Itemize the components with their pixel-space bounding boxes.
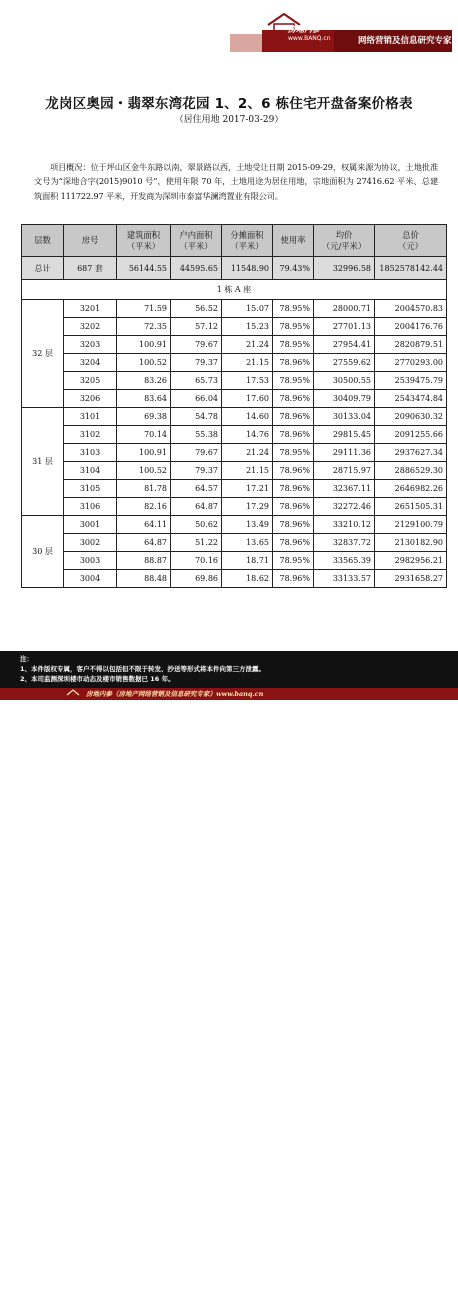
table-cell: 32837.72 — [314, 534, 375, 552]
table-cell: 21.24 — [222, 336, 273, 354]
total-cell: 56144.55 — [117, 257, 171, 280]
table-cell: 2931658.27 — [375, 570, 447, 588]
table-cell: 78.96% — [273, 516, 314, 534]
table-cell: 88.48 — [117, 570, 171, 588]
table-cell: 3101 — [64, 408, 117, 426]
table-cell: 100.91 — [117, 336, 171, 354]
total-cell: 32996.58 — [314, 257, 375, 280]
table-row — [22, 372, 447, 390]
table-cell: 83.64 — [117, 390, 171, 408]
table-cell: 29111.36 — [314, 444, 375, 462]
table-cell: 78.95% — [273, 336, 314, 354]
brand-site: www.BANQ.cn — [288, 35, 331, 42]
building-label: 1 栋 A 座 — [22, 280, 447, 300]
table-cell: 3004 — [64, 570, 117, 588]
table-cell: 3002 — [64, 534, 117, 552]
table-cell: 83.26 — [117, 372, 171, 390]
table-cell: 3105 — [64, 480, 117, 498]
table-row — [22, 570, 447, 588]
table-row — [22, 426, 447, 444]
table-cell: 70.14 — [117, 426, 171, 444]
table-cell: 29815.45 — [314, 426, 375, 444]
column-header: 分摊面积 （平米） — [222, 225, 273, 257]
table-cell: 71.59 — [117, 300, 171, 318]
total-cell: 11548.90 — [222, 257, 273, 280]
total-cell: 44595.65 — [171, 257, 222, 280]
table-row — [22, 498, 447, 516]
table-cell: 51.22 — [171, 534, 222, 552]
table-header-row — [22, 225, 447, 257]
table-cell: 15.23 — [222, 318, 273, 336]
table-cell: 70.16 — [171, 552, 222, 570]
table-cell: 15.07 — [222, 300, 273, 318]
table-cell: 78.95% — [273, 318, 314, 336]
table-cell: 17.29 — [222, 498, 273, 516]
table-cell: 28000.71 — [314, 300, 375, 318]
table-cell: 21.15 — [222, 462, 273, 480]
column-header: 房号 — [64, 225, 117, 257]
table-cell: 2982956.21 — [375, 552, 447, 570]
column-header: 均价 （元/平米） — [314, 225, 375, 257]
table-row — [22, 300, 447, 318]
table-cell: 32367.11 — [314, 480, 375, 498]
floor-label: 32 层 — [22, 300, 64, 408]
page-title: 龙岗区奥园・翡翠东湾花园 1、2、6 栋住宅开盘备案价格表 — [45, 96, 413, 112]
table-cell: 2820879.51 — [375, 336, 447, 354]
table-cell: 27701.13 — [314, 318, 375, 336]
table-cell: 64.57 — [171, 480, 222, 498]
table-cell: 30133.04 — [314, 408, 375, 426]
total-row — [22, 257, 447, 280]
table-cell: 54.78 — [171, 408, 222, 426]
table-cell: 2937627.34 — [375, 444, 447, 462]
table-row — [22, 390, 447, 408]
table-cell: 21.24 — [222, 444, 273, 462]
table-cell: 78.95% — [273, 372, 314, 390]
page-subtitle: （居住用地 2017-03-29） — [174, 115, 284, 125]
table-cell: 69.38 — [117, 408, 171, 426]
table-cell: 13.49 — [222, 516, 273, 534]
table-cell: 2091255.66 — [375, 426, 447, 444]
floor-label: 31 层 — [22, 408, 64, 516]
table-cell: 3104 — [64, 462, 117, 480]
table-cell: 18.71 — [222, 552, 273, 570]
table-cell: 3203 — [64, 336, 117, 354]
table-cell: 2539475.79 — [375, 372, 447, 390]
building-row — [22, 280, 447, 300]
table-cell: 57.12 — [171, 318, 222, 336]
page-number: 1 — [428, 1303, 434, 1313]
table-cell: 78.95% — [273, 300, 314, 318]
table-cell: 2004176.76 — [375, 318, 447, 336]
table-cell: 78.96% — [273, 426, 314, 444]
table-cell: 3206 — [64, 390, 117, 408]
table-cell: 3202 — [64, 318, 117, 336]
footer-note: 注： — [20, 655, 33, 663]
table-cell: 78.96% — [273, 408, 314, 426]
house-small-icon — [66, 689, 80, 699]
header-banner — [230, 12, 452, 58]
brand-name: 房地内参 — [288, 25, 320, 34]
table-cell: 88.87 — [117, 552, 171, 570]
table-cell: 78.96% — [273, 498, 314, 516]
table-cell: 13.65 — [222, 534, 273, 552]
table-cell: 3003 — [64, 552, 117, 570]
table-cell: 78.96% — [273, 480, 314, 498]
table-cell: 72.35 — [117, 318, 171, 336]
table-cell: 2651505.31 — [375, 498, 447, 516]
table-cell: 17.21 — [222, 480, 273, 498]
table-cell: 82.16 — [117, 498, 171, 516]
table-cell: 2770293.00 — [375, 354, 447, 372]
table-row — [22, 318, 447, 336]
total-cell: 总计 — [22, 257, 64, 280]
table-cell: 27559.62 — [314, 354, 375, 372]
table-cell: 18.62 — [222, 570, 273, 588]
brand-slogan: 网络营销及信息研究专家 — [358, 36, 452, 46]
table-row — [22, 444, 447, 462]
footer-bar — [0, 688, 458, 700]
table-cell: 17.53 — [222, 372, 273, 390]
column-header: 使用率 — [273, 225, 314, 257]
table-cell: 33210.12 — [314, 516, 375, 534]
table-cell: 64.87 — [117, 534, 171, 552]
table-cell: 17.60 — [222, 390, 273, 408]
table-cell: 33133.57 — [314, 570, 375, 588]
table-cell: 100.52 — [117, 462, 171, 480]
table-cell: 100.91 — [117, 444, 171, 462]
footer-bar-text: 房地内参（房地产网络营销及信息研究专家）www.banq.cn — [86, 690, 264, 698]
table-cell: 78.95% — [273, 444, 314, 462]
table-cell: 78.96% — [273, 570, 314, 588]
table-cell: 65.73 — [171, 372, 222, 390]
table-cell: 30409.79 — [314, 390, 375, 408]
table-cell: 50.62 — [171, 516, 222, 534]
table-cell: 33565.39 — [314, 552, 375, 570]
column-header: 户内面积 （平米） — [171, 225, 222, 257]
table-row — [22, 534, 447, 552]
footer-note: 1、本件版权专属，客户不得以包括但不限于转发、抄送等形式将本件向第三方泄露。 — [20, 665, 266, 673]
table-cell: 3205 — [64, 372, 117, 390]
table-cell: 3102 — [64, 426, 117, 444]
table-cell: 2129100.79 — [375, 516, 447, 534]
table-cell: 78.96% — [273, 462, 314, 480]
table-cell: 78.95% — [273, 552, 314, 570]
table-row — [22, 552, 447, 570]
table-cell: 81.78 — [117, 480, 171, 498]
table-cell: 78.96% — [273, 390, 314, 408]
table-cell: 55.38 — [171, 426, 222, 444]
table-row — [22, 516, 447, 534]
table-cell: 64.87 — [171, 498, 222, 516]
column-header: 建筑面积 （平米） — [117, 225, 171, 257]
table-row — [22, 354, 447, 372]
table-row — [22, 336, 447, 354]
table-cell: 3106 — [64, 498, 117, 516]
table-cell: 28715.97 — [314, 462, 375, 480]
column-header: 层数 — [22, 225, 64, 257]
table-cell: 27954.41 — [314, 336, 375, 354]
table-cell: 3204 — [64, 354, 117, 372]
table-cell: 79.67 — [171, 336, 222, 354]
footer-note: 2、本司监测深圳楼市动态及楼市销售数据已 16 年。 — [20, 675, 175, 683]
table-cell: 14.60 — [222, 408, 273, 426]
total-cell: 1852578142.44 — [375, 257, 447, 280]
table-row — [22, 480, 447, 498]
table-cell: 78.96% — [273, 354, 314, 372]
table-cell: 100.52 — [117, 354, 171, 372]
table-cell: 2130182.90 — [375, 534, 447, 552]
table-cell: 32272.46 — [314, 498, 375, 516]
table-cell: 3201 — [64, 300, 117, 318]
table-cell: 56.52 — [171, 300, 222, 318]
table-cell: 2090630.32 — [375, 408, 447, 426]
price-table — [21, 224, 447, 588]
total-cell: 687 套 — [64, 257, 117, 280]
table-cell: 66.04 — [171, 390, 222, 408]
table-row — [22, 408, 447, 426]
table-cell: 69.86 — [171, 570, 222, 588]
column-header: 总价 （元） — [375, 225, 447, 257]
table-cell: 3001 — [64, 516, 117, 534]
table-cell: 30500.55 — [314, 372, 375, 390]
project-overview: 项目概况：位于坪山区金牛东路以南，翠景路以西，土地受让日期 2015-09-29，权属来源为协议，土地批准文号为“深地合字(2015)9010 号”，使用年限 70 年，土地用途为居住用地，宗地面积为 27416.62 平米、总建筑面积 111722.97 平米，开发商为深圳市泰富华澜湾置业有限公司。 — [34, 162, 438, 201]
table-cell: 3103 — [64, 444, 117, 462]
table-cell: 2543474.84 — [375, 390, 447, 408]
table-cell: 79.67 — [171, 444, 222, 462]
table-cell: 79.37 — [171, 462, 222, 480]
table-cell: 64.11 — [117, 516, 171, 534]
total-cell: 79.43% — [273, 257, 314, 280]
table-cell: 2886529.30 — [375, 462, 447, 480]
floor-label: 30 层 — [22, 516, 64, 588]
table-cell: 21.15 — [222, 354, 273, 372]
table-cell: 2004570.83 — [375, 300, 447, 318]
table-cell: 79.37 — [171, 354, 222, 372]
table-cell: 78.96% — [273, 534, 314, 552]
table-cell: 2646982.26 — [375, 480, 447, 498]
table-row — [22, 462, 447, 480]
table-cell: 14.76 — [222, 426, 273, 444]
